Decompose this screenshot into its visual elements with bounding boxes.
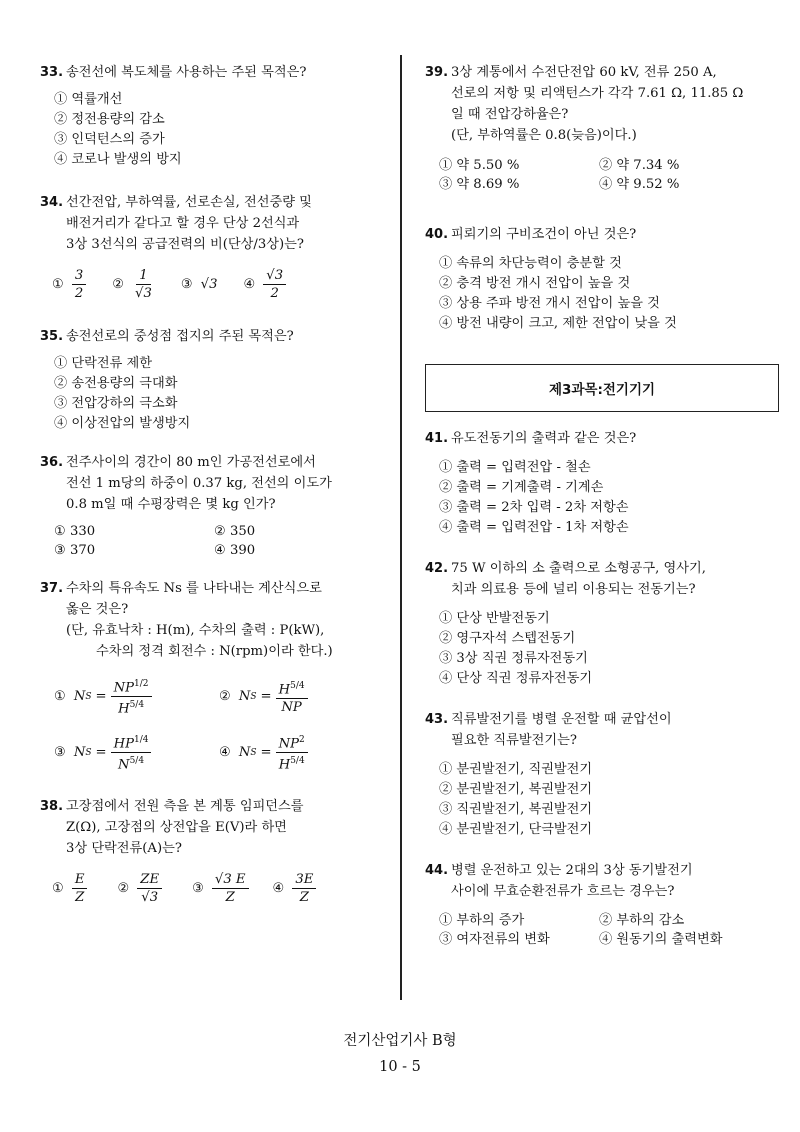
question-33 (40, 62, 390, 170)
option-2[interactable]: ② 350 (214, 524, 256, 539)
option-1[interactable]: ① $\frac{E}{Z}$ (52, 871, 87, 906)
section-header: 제3과목:전기기기 (425, 364, 779, 412)
left-column (40, 62, 390, 906)
option-2[interactable]: ② $\frac{1}{√3}$ (112, 267, 155, 302)
option-4[interactable]: ④ 원동기의 출력변화 (599, 932, 723, 947)
option-2[interactable]: ② 분권발전기, 복권발전기 (439, 782, 593, 797)
option-2[interactable]: ② 송전용량의 극대화 (54, 376, 178, 391)
question-number: 40. (425, 227, 449, 242)
option-4[interactable]: ④ 출력 = 입력전압 - 1차 저항손 (439, 520, 629, 535)
question-number: 38. (40, 798, 64, 814)
question-text: 피뢰기의 구비조건이 아닌 것은? (451, 227, 637, 242)
question-36 (40, 452, 390, 560)
question-text: 3상 계통에서 수전단전압 60 kV, 전류 250 A, 선로의 저항 및 리액턴스가 각각 7.61 Ω, 11.85 Ω 일 때 전압강하율은? (451, 65, 744, 122)
option-3[interactable]: ③ 370 (54, 543, 96, 558)
question-text: 수차의 특유속도 Ns 를 나타내는 계산식으로 옳은 것은? (66, 581, 322, 617)
option-3[interactable]: ③ $\frac{√3 E}{Z}$ (192, 871, 248, 906)
column-divider (400, 55, 402, 1000)
option-3[interactable]: ③ 상용 주파 방전 개시 전압이 높을 것 (439, 296, 660, 311)
option-2[interactable]: ② 부하의 감소 (599, 913, 685, 928)
question-number: 35. (40, 329, 64, 344)
question-text: 송전선에 복도체를 사용하는 주된 목적은? (66, 65, 307, 80)
question-39 (425, 62, 775, 194)
option-2[interactable]: ② 충격 방전 개시 전압이 높을 것 (439, 276, 631, 291)
question-note: (단, 부하역률은 0.8(늦음)이다.) (451, 128, 637, 143)
option-3[interactable]: ③ N S = $\frac{HP^{1/4}}{N^{5/4}}$ (54, 732, 219, 774)
option-2[interactable]: ② 약 7.34 % (599, 158, 680, 173)
option-1[interactable]: ① 단락전류 제한 (54, 356, 153, 371)
question-35 (40, 326, 390, 434)
option-2[interactable]: ② N S = $\frac{H^{5/4}}{NP}$ (219, 676, 379, 718)
question-34 (40, 192, 390, 302)
option-4[interactable]: ④ 390 (214, 543, 256, 558)
question-42 (425, 558, 775, 689)
question-text: 유도전동기의 출력과 같은 것은? (451, 431, 637, 446)
question-number: 43. (425, 712, 449, 727)
option-2[interactable]: ② 출력 = 기계출력 - 기계손 (439, 480, 604, 495)
option-2[interactable]: ② 정전용량의 감소 (54, 112, 165, 127)
question-text: 75 W 이하의 소 출력으로 소형공구, 영사기, 치과 의료용 등에 널리 이용되는 전동기는? (451, 561, 706, 597)
question-40 (425, 224, 775, 334)
fraction: $\frac{√3}{2}$ (263, 267, 286, 302)
question-text: 전주사이의 경간이 80 m인 가공전선로에서 전선 1 m당의 하중이 0.37 kg, 전선의 이도가 0.8 m일 때 수평장력은 몇 kg 인가? (66, 455, 332, 512)
fraction: $\frac{1}{√3}$ (135, 268, 152, 301)
option-3[interactable]: ③ √3 (180, 277, 218, 292)
option-3[interactable]: ③ 전압강하의 극소화 (54, 396, 178, 411)
option-4[interactable]: ④ $\frac{3E}{Z}$ (273, 871, 317, 906)
question-number: 33. (40, 65, 64, 80)
option-4[interactable]: ④ 이상전압의 발생방지 (54, 416, 191, 431)
question-text: 송전선로의 중성점 접지의 주된 목적은? (66, 329, 294, 344)
option-3[interactable]: ③ 3상 직권 정류자전동기 (439, 651, 588, 666)
footer-title: 전기산업기사 B형 (343, 1033, 457, 1049)
option-1[interactable]: ① 속류의 차단능력이 충분할 것 (439, 256, 622, 271)
page-number: 10 - 5 (379, 1059, 421, 1075)
option-1[interactable]: ① 330 (54, 524, 96, 539)
option-3[interactable]: ③ 여자전류의 변화 (439, 932, 550, 947)
question-number: 42. (425, 561, 449, 576)
question-number: 39. (425, 65, 449, 80)
question-text: 선간전압, 부하역률, 선로손실, 전선중량 및 배전거리가 같다고 할 경우 단상 2선식과 3상 3선식의 공급전력의 비(단상/3상)는? (66, 195, 312, 252)
question-37 (40, 578, 390, 774)
question-38 (40, 796, 390, 906)
option-2[interactable]: ② $\frac{ZE}{√3}$ (117, 871, 162, 906)
option-3[interactable]: ③ 인덕턴스의 증가 (54, 132, 165, 147)
option-3[interactable]: ③ 약 8.69 % (439, 177, 520, 192)
question-number: 36. (40, 455, 64, 470)
option-4[interactable]: ④ N S = $\frac{NP^2}{H^{5/4}}$ (219, 732, 379, 774)
option-2[interactable]: ② 영구자석 스텝전동기 (439, 631, 576, 646)
option-4[interactable]: ④ 약 9.52 % (599, 177, 680, 192)
question-44 (425, 860, 775, 949)
question-43 (425, 709, 775, 840)
option-1[interactable]: ① N S = $\frac{NP^{1/2}}{H^{5/4}}$ (54, 676, 219, 718)
option-4[interactable]: ④ 방전 내량이 크고, 제한 전압이 낮을 것 (439, 316, 677, 331)
question-number: 44. (425, 863, 449, 878)
option-3[interactable]: ③ 직권발전기, 복권발전기 (439, 802, 593, 817)
question-note: (단, 유효낙차 : H(m), 수차의 출력 : P(kW), 수차의 정격 회전수 : N(rpm)이라 한다.) (66, 623, 333, 659)
right-column (425, 62, 775, 949)
question-number: 34. (40, 195, 64, 210)
question-text: 고장점에서 전원 측을 본 계통 임피던스를 Z(Ω), 고장점의 상전압을 E(V)라 하면 3상 단락전류(A)는? (66, 798, 304, 856)
option-3[interactable]: ③ 출력 = 2차 입력 - 2차 저항손 (439, 500, 629, 515)
option-4[interactable]: ④ 코로나 발생의 방지 (54, 152, 182, 167)
option-4[interactable]: ④ 단상 직권 정류자전동기 (439, 671, 593, 686)
option-1[interactable]: ① 분권발전기, 직권발전기 (439, 762, 593, 777)
option-1[interactable]: ① 부하의 증가 (439, 913, 525, 928)
fraction: $\frac{3}{2}$ (72, 267, 86, 302)
option-4[interactable]: ④ 분권발전기, 단극발전기 (439, 822, 593, 837)
question-41 (425, 428, 775, 538)
question-text: 병렬 운전하고 있는 2대의 3상 동기발전기 사이에 무효순환전류가 흐르는 경우는? (451, 863, 693, 899)
option-1[interactable]: ① 출력 = 입력전압 - 철손 (439, 460, 591, 475)
option-1[interactable]: ① 약 5.50 % (439, 158, 520, 173)
option-1[interactable]: ① $\frac{3}{2}$ (52, 267, 86, 302)
option-1[interactable]: ① 단상 반발전동기 (439, 611, 550, 626)
question-number: 41. (425, 431, 449, 446)
question-number: 37. (40, 581, 64, 596)
option-4[interactable]: ④ $\frac{√3}{2}$ (243, 267, 286, 302)
option-1[interactable]: ① 역률개선 (54, 92, 123, 107)
question-text: 직류발전기를 병렬 운전할 때 균압선이 필요한 직류발전기는? (451, 712, 672, 748)
